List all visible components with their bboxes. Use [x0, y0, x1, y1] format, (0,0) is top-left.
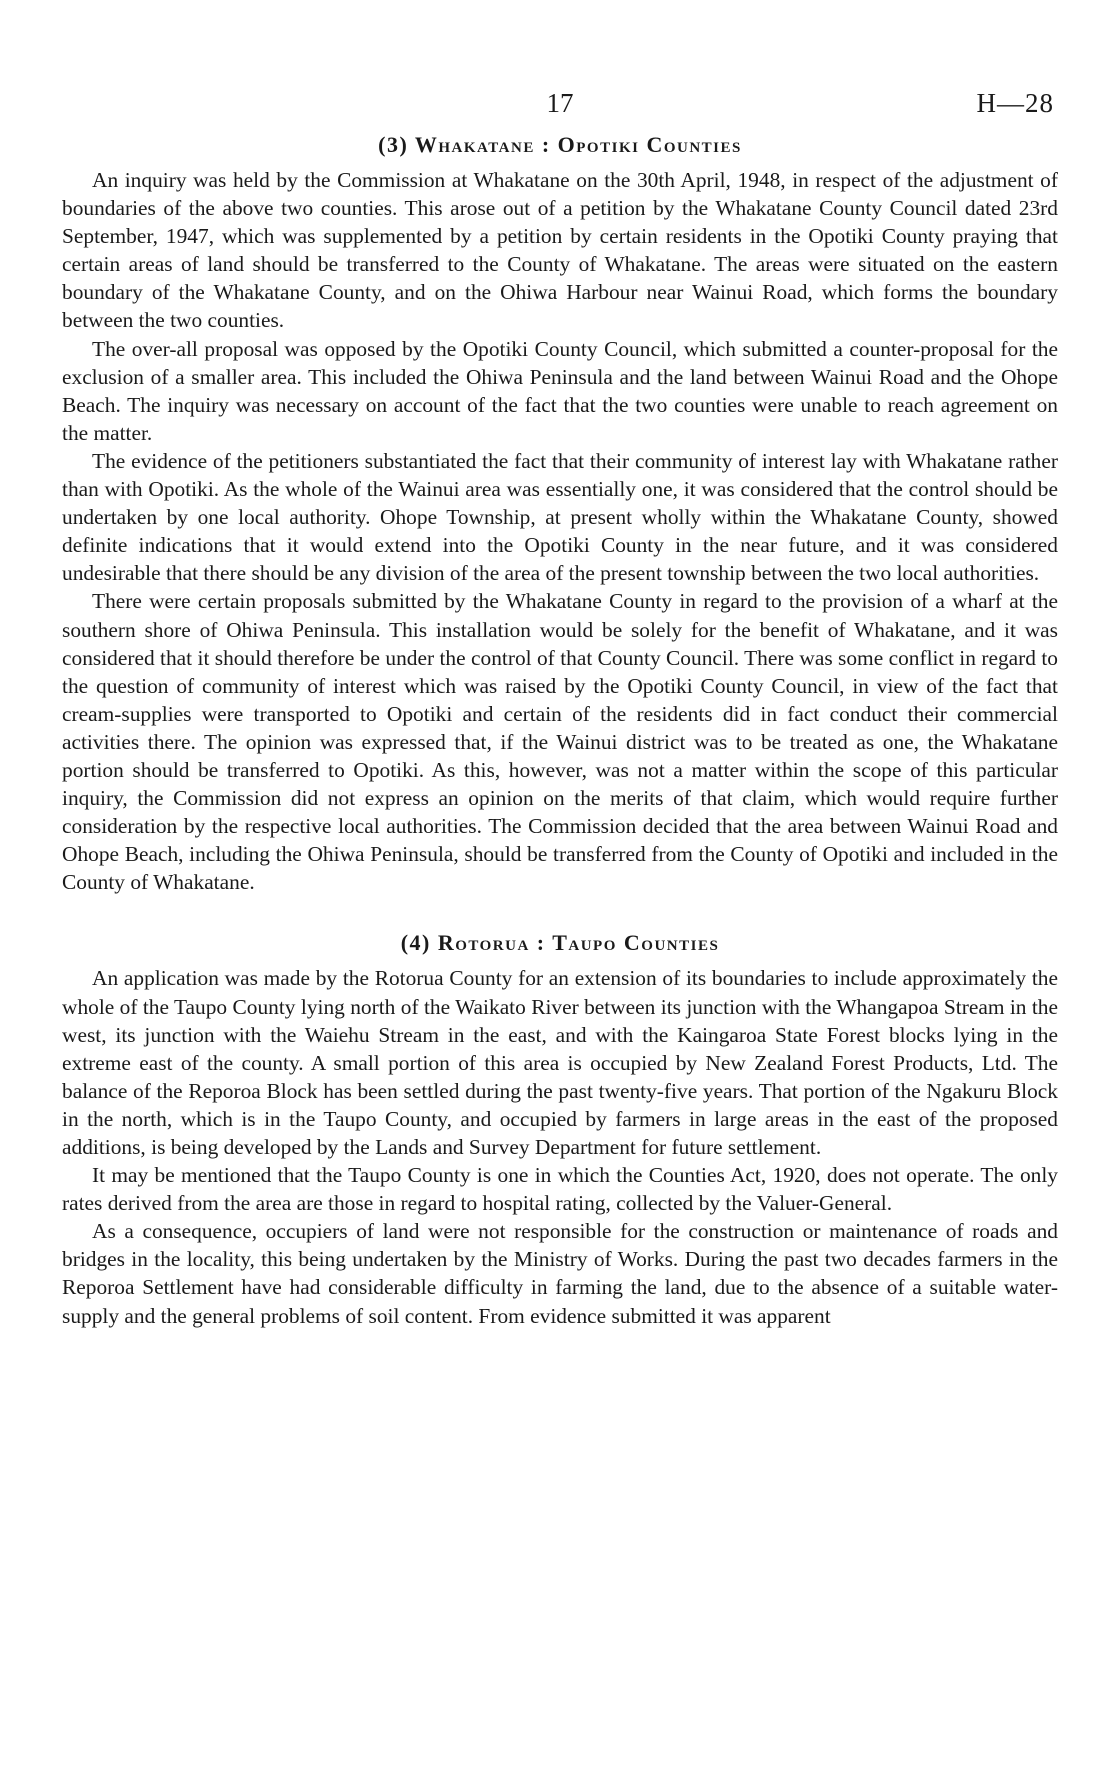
page-header [62, 88, 1058, 132]
section-whakatane-opotiki [62, 132, 1058, 896]
document-reference: H—28 [976, 88, 1054, 118]
paragraph: It may be mentioned that the Taupo County is one in which the Counties Act, 1920, does not operate. The only rates derived from the area are those in regard to hospital rating, collected by the Valuer-General. [62, 1163, 1058, 1216]
paragraph: An application was made by the Rotorua County for an extension of its boundaries to include approximately the whole of the Taupo County lying north of the Waikato River between its junction with the Whangapoa Stream in the west, its junction with the Waiehu Stream in the east, and with the Kaingaroa State Forest blocks lying in the extreme east of the county. A small portion of this area is occupied by New Zealand Forest Products, Ltd. The balance of the Reporoa Block has been settled during the past twenty-five years. That portion of the Ngakuru Block in the north, which is in the Taupo County, and occupied by farmers in large areas in the east of the proposed additions, is being developed by the Lands and Survey Department for future settlement. [62, 966, 1058, 1159]
paragraph: There were certain proposals submitted by the Whakatane County in regard to the provision of a wharf at the southern shore of Ohiwa Peninsula. This installation would be solely for the benefit of Whakatane, and it was considered that it should therefore be under the control of that County Council. There was some conflict in regard to the question of community of interest which was raised by the Opotiki County Council, in view of the fact that cream-supplies were transported to Opotiki and certain of the residents did in fact conduct their commercial activities there. The opinion was expressed that, if the Wainui district was to be treated as one, the Whakatane portion should be transferred to Opotiki. As this, however, was not a matter within the scope of this particular inquiry, the Commission did not express an opinion on the merits of that claim, which would require further consideration by the respective local authorities. The Commission decided that the area between Wainui Road and Ohope Beach, including the Ohiwa Peninsula, should be transferred from the County of Opotiki and included in the County of Whakatane. [62, 589, 1058, 895]
document-page [62, 88, 1058, 1330]
paragraph: As a consequence, occupiers of land were not responsible for the construction or maintenance of roads and bridges in the locality, this being undertaken by the Ministry of Works. During the past two decades farmers in the Reporoa Settlement have had considerable difficulty in farming the land, due to the absence of a suitable water-supply and the general problems of soil content. From evidence submitted it was apparent [62, 1219, 1058, 1328]
section-heading: (4) Rotorua : Taupo Counties [400, 930, 720, 956]
paragraph: The over-all proposal was opposed by the Opotiki County Council, which submitted a counter-proposal for the exclusion of a smaller area. This included the Ohiwa Peninsula and the land between Wainui Road and the Ohope Beach. The inquiry was necessary on account of the fact that the two counties were unable to reach agreement on the matter. [62, 336, 1058, 445]
paragraph: The evidence of the petitioners substantiated the fact that their community of interest lay with Whakatane rather than with Opotiki. As the whole of the Wainui area was essentially one, it was considered that the control should be undertaken by one local authority. Ohope Township, at present wholly within the Whakatane County, showed definite indications that it would extend into the Opotiki County in the near future, and it was considered undesirable that there should be any division of the area of the present township between the two local authorities. [62, 448, 1058, 586]
section-heading: (3) Whakatane : Opotiki Counties [378, 132, 742, 157]
section-rotorua-taupo [62, 930, 1058, 1329]
page-number: 17 [546, 88, 574, 118]
paragraph: An inquiry was held by the Commission at Whakatane on the 30th April, 1948, in respect of the adjustment of boundaries of the above two counties. This arose out of a petition by the Whakatane County Council dated 23rd September, 1947, which was supplemented by a petition by certain residents in the Opotiki County praying that certain areas of land should be transferred to the County of Whakatane. The areas were situated on the eastern boundary of the Whakatane County, and on the Ohiwa Harbour near Wainui Road, which forms the boundary between the two counties. [62, 168, 1058, 333]
